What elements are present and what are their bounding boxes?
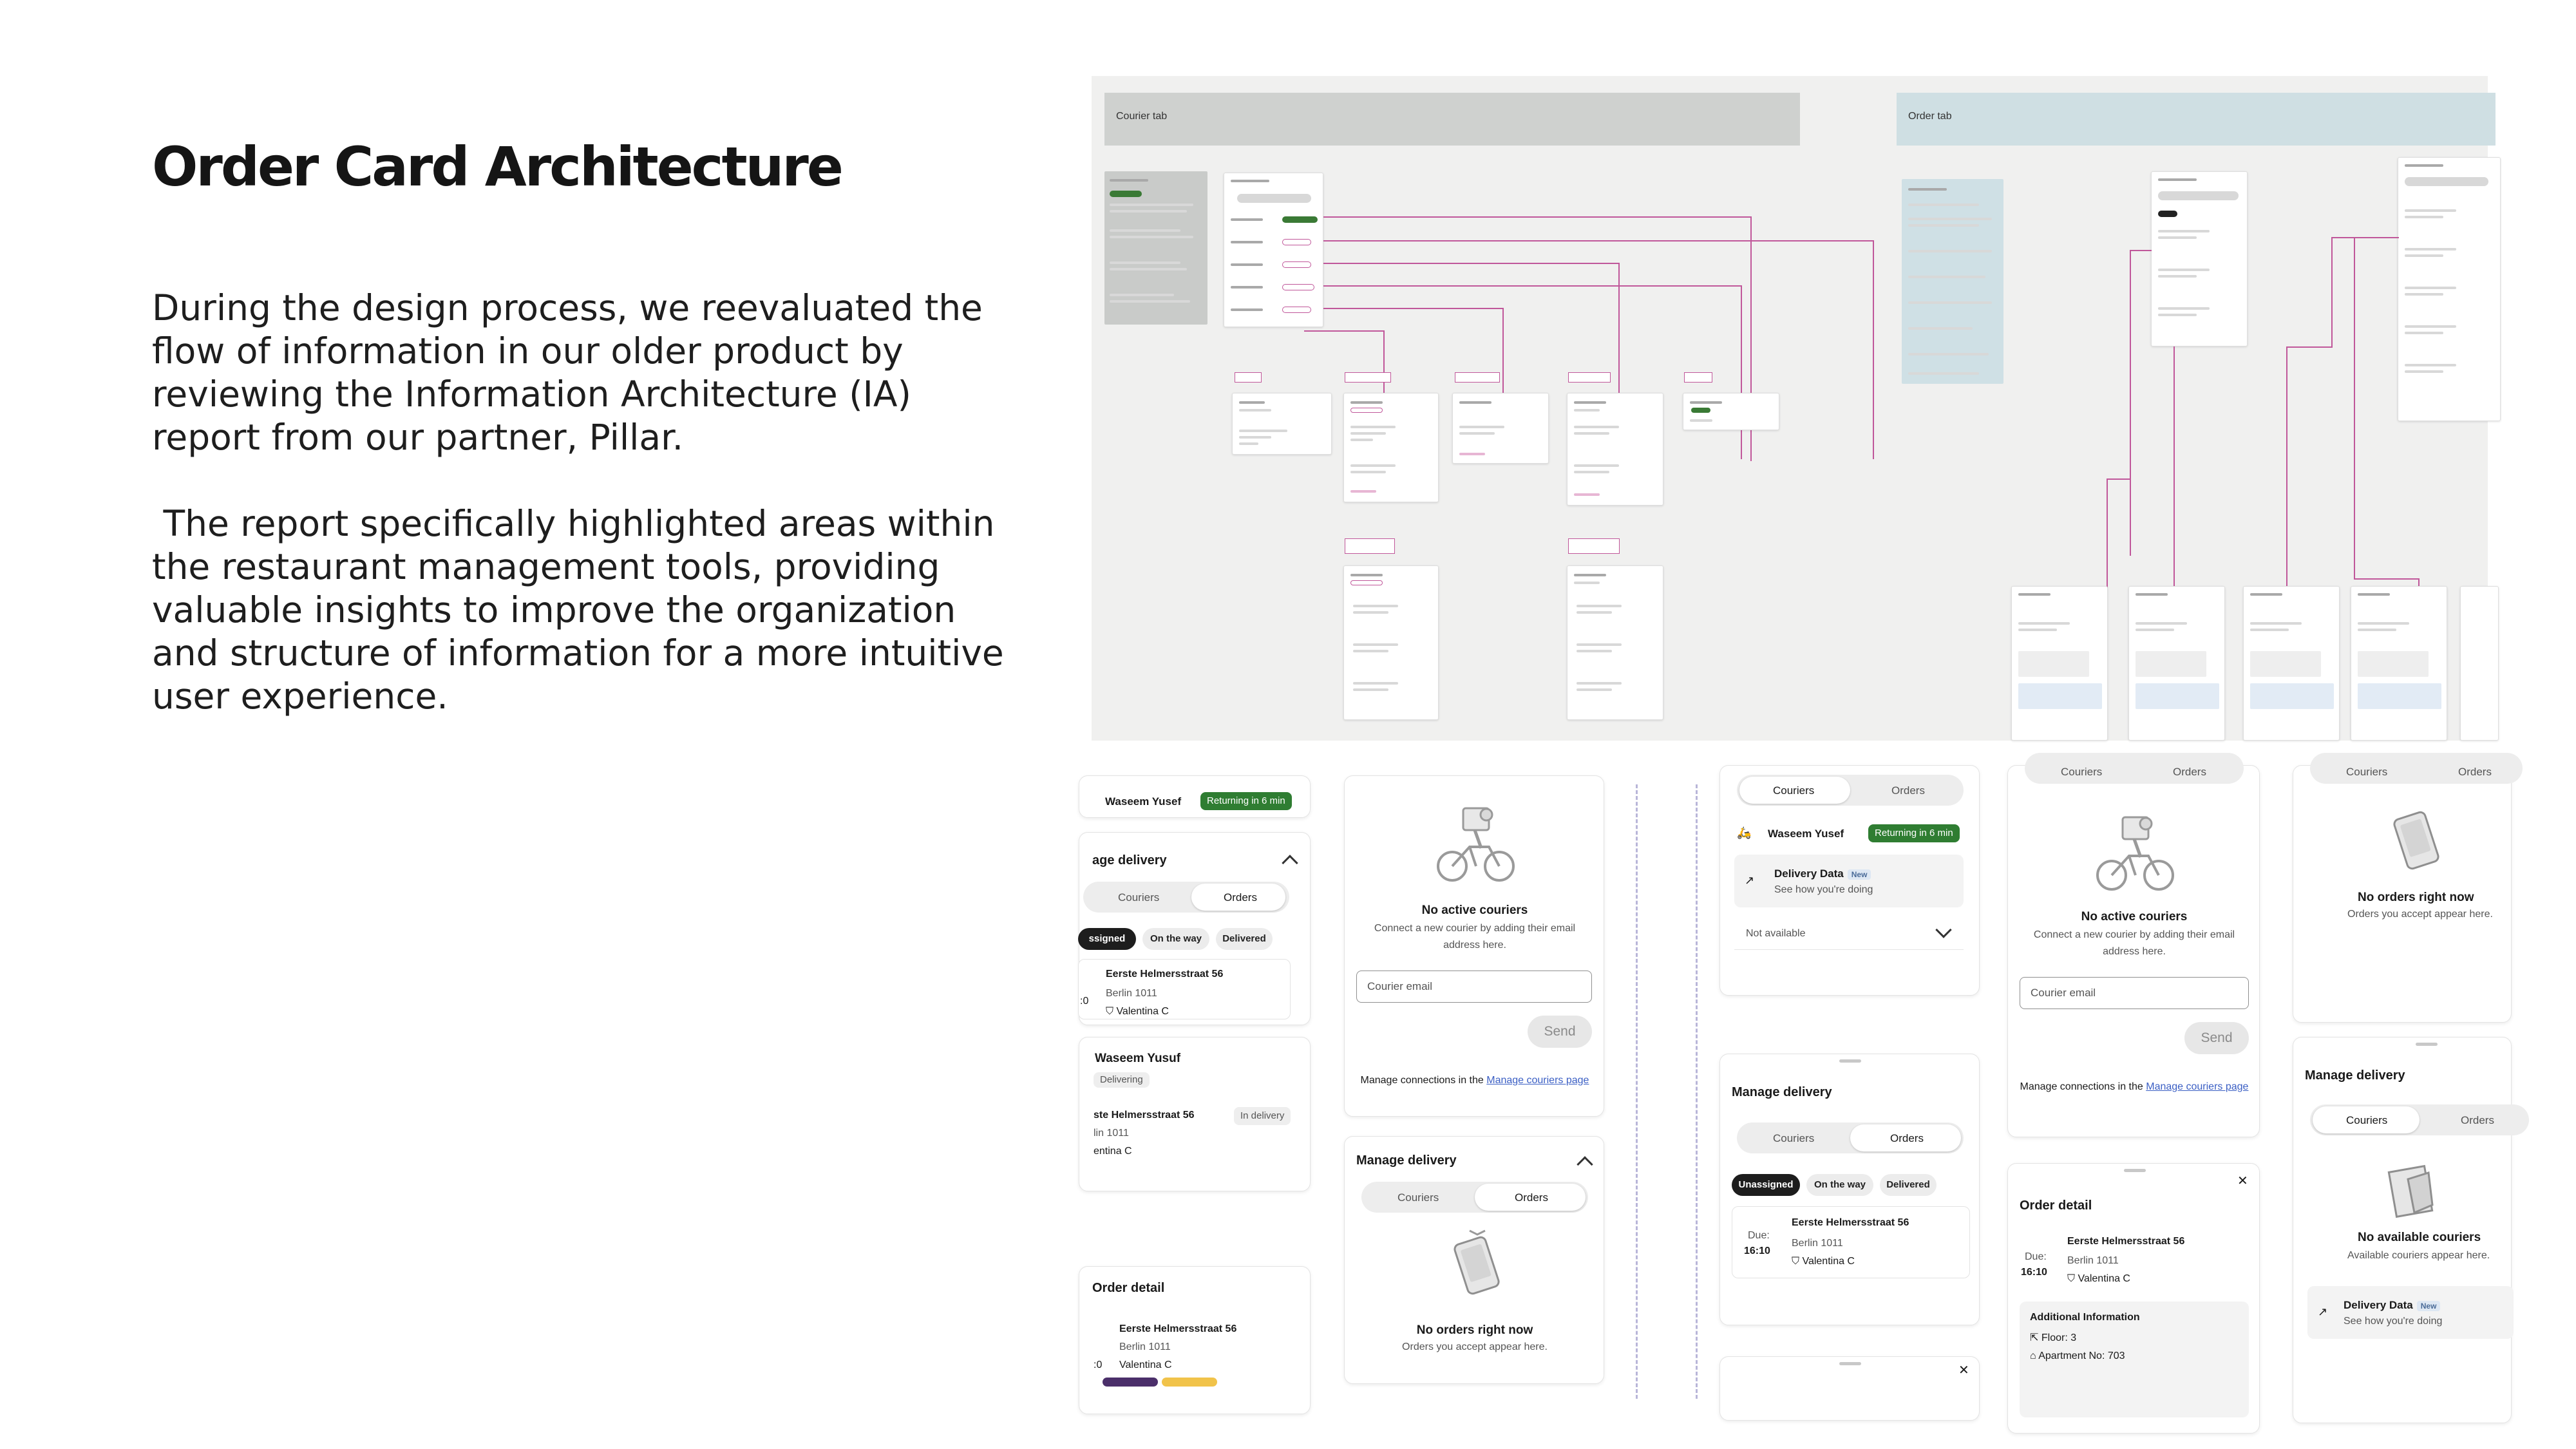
slide-body bbox=[152, 287, 1015, 761]
courier-email-input[interactable] bbox=[1356, 971, 1592, 1003]
state-tag bbox=[1568, 372, 1611, 383]
courier-card bbox=[1683, 393, 1779, 430]
courier-name-2: Waseem Yusuf bbox=[1095, 1052, 1181, 1065]
chart-icon: ↗ bbox=[2318, 1305, 2328, 1318]
empty-title: No active couriers bbox=[1421, 904, 1528, 917]
state-tag bbox=[1235, 372, 1262, 383]
screen-column-4 bbox=[2007, 766, 2265, 1399]
courier-row-panel bbox=[1079, 775, 1311, 818]
chip-delivered[interactable]: Delivered bbox=[1880, 1174, 1937, 1196]
order-customer-name: Valentina C bbox=[1802, 1256, 1855, 1267]
manage-delivery-card bbox=[2151, 171, 2248, 346]
order-address: Eerste Helmersstraat 56 bbox=[2067, 1236, 2185, 1247]
detail-customer: Valentina C bbox=[1119, 1359, 1172, 1370]
manage-delivery-panel bbox=[2293, 1037, 2512, 1423]
delivery-data-desc: See how you're doing bbox=[1774, 884, 1873, 895]
empty-desc-2: address here. bbox=[2103, 946, 2166, 957]
segment-couriers[interactable]: Couriers bbox=[2346, 766, 2388, 778]
manage-delivery-title: Manage delivery bbox=[1732, 1085, 1832, 1099]
order-detail-card bbox=[2351, 586, 2447, 741]
manage-delivery-panel bbox=[1344, 1136, 1604, 1384]
send-button[interactable]: Send bbox=[1528, 1016, 1592, 1048]
no-couriers-title: No available couriers bbox=[2358, 1231, 2481, 1244]
page-title: Order Card Architecture bbox=[152, 135, 842, 198]
courier-name: Waseem Yusef bbox=[1768, 828, 1844, 840]
annotation-note bbox=[1902, 179, 2003, 384]
detail-due-time: :0 bbox=[1094, 1359, 1103, 1370]
order-customer-2: entina C bbox=[1094, 1146, 1132, 1157]
screens-showcase bbox=[1080, 766, 2494, 1399]
segment-orders[interactable]: Orders bbox=[1891, 784, 1925, 797]
screen-column-2 bbox=[1344, 784, 1609, 1399]
connector bbox=[2286, 346, 2287, 604]
chevron-up-icon[interactable] bbox=[1577, 1156, 1593, 1172]
segment-control[interactable] bbox=[1737, 1122, 1964, 1153]
manage-text: Manage connections in the bbox=[1360, 1075, 1484, 1086]
order-detail-panel bbox=[1079, 1266, 1311, 1414]
cyclist-illustration bbox=[2089, 811, 2179, 895]
paragraph-1: During the design process, we reevaluated the flow of information in our older product by reviewing the Information Architecture (IA) report from our partner, Pillar. bbox=[152, 287, 983, 458]
manage-delivery-card bbox=[1224, 173, 1323, 327]
connector bbox=[2354, 237, 2355, 578]
order-tab-frame bbox=[1897, 93, 2496, 146]
chip-assigned[interactable]: ssigned bbox=[1078, 928, 1136, 950]
courier-card bbox=[1343, 393, 1439, 502]
not-available-label: Not available bbox=[1746, 928, 1806, 939]
email-placeholder: Courier email bbox=[1367, 980, 1433, 992]
no-orders-desc: Orders you accept appear here. bbox=[2347, 909, 2493, 920]
ia-board bbox=[1092, 76, 2488, 741]
segment-orders[interactable]: Orders bbox=[1890, 1132, 1924, 1144]
segment-control[interactable] bbox=[2025, 753, 2244, 784]
no-couriers-panel bbox=[2007, 765, 2260, 1137]
manage-couriers-link[interactable]: Manage couriers page bbox=[2146, 1081, 2249, 1092]
state-tag bbox=[1684, 372, 1712, 383]
close-icon[interactable]: ✕ bbox=[2237, 1174, 2248, 1188]
courier-card bbox=[1232, 393, 1332, 455]
phone-illustration bbox=[2381, 802, 2452, 873]
courier-card bbox=[1452, 393, 1549, 464]
courier-email-input[interactable] bbox=[2020, 977, 2249, 1009]
paragraph-2: The report specifically highlighted areas within the restaurant management tools, providing valuable insights to improve the organization and structure of information for a more intuitive user experience. bbox=[152, 503, 1016, 717]
new-tag: New bbox=[2417, 1301, 2441, 1311]
order-tab-label: Order tab bbox=[1908, 111, 1952, 122]
divider-dashed bbox=[1696, 784, 1698, 1399]
delivery-data-title-text: Delivery Data bbox=[2344, 1299, 2413, 1311]
detail-city: Berlin 1011 bbox=[1119, 1341, 1171, 1352]
manage-connections-text bbox=[1345, 1075, 1605, 1086]
manage-connections-text bbox=[2008, 1081, 2260, 1093]
divider-dashed bbox=[1636, 784, 1638, 1399]
order-card[interactable] bbox=[1732, 1206, 1970, 1278]
manage-delivery-title: Manage delivery bbox=[2305, 1068, 2405, 1083]
delivery-data-card[interactable] bbox=[2307, 1286, 2514, 1339]
due-time: 16:10 bbox=[2021, 1267, 2047, 1278]
new-tag: New bbox=[1848, 869, 1871, 880]
empty-desc-1: Connect a new courier by adding their email bbox=[1374, 923, 1576, 934]
order-customer-name: Valentina C bbox=[2078, 1273, 2130, 1284]
segment-orders[interactable]: Orders bbox=[2458, 766, 2492, 778]
manage-couriers-link[interactable]: Manage couriers page bbox=[1486, 1075, 1589, 1086]
segment-orders[interactable]: Orders bbox=[2173, 766, 2206, 778]
segment-couriers[interactable]: Couriers bbox=[1118, 891, 1160, 904]
couriers-panel bbox=[1719, 765, 1980, 996]
status-pill bbox=[1103, 1378, 1158, 1387]
courier-order-panel[interactable] bbox=[1079, 1037, 1311, 1191]
segment-control[interactable] bbox=[2310, 753, 2523, 784]
manage-delivery-card bbox=[2398, 157, 2501, 421]
order-address: Eerste Helmersstraat 56 bbox=[1792, 1217, 1909, 1228]
segment-control[interactable] bbox=[1083, 882, 1289, 913]
connector bbox=[2130, 250, 2152, 251]
courier-card bbox=[1343, 565, 1439, 720]
courier-card bbox=[1567, 565, 1663, 720]
manage-delivery-title: Manage delivery bbox=[1356, 1153, 1457, 1168]
manage-delivery-panel bbox=[1719, 1054, 1980, 1325]
order-city: Berlin 1011 bbox=[2067, 1255, 2119, 1266]
next-panel bbox=[1719, 1356, 1980, 1421]
empty-box-illustration bbox=[2377, 1153, 2448, 1224]
no-couriers-panel bbox=[1344, 775, 1604, 1117]
screen-column-3 bbox=[1719, 784, 1984, 1399]
connector bbox=[2174, 346, 2175, 614]
returning-badge: Returning in 6 min bbox=[1200, 792, 1292, 810]
segment-orders[interactable]: Orders bbox=[1515, 1191, 1548, 1204]
order-city: Berlin 1011 bbox=[1792, 1238, 1843, 1249]
connector bbox=[2354, 578, 2418, 580]
order-city: Berlin 1011 bbox=[1106, 988, 1157, 999]
courier-tab-label: Courier tab bbox=[1116, 111, 1168, 122]
manage-text: Manage connections in the bbox=[2020, 1081, 2143, 1092]
segment-couriers[interactable]: Couriers bbox=[1397, 1191, 1439, 1204]
segment-couriers[interactable]: Couriers bbox=[1773, 784, 1815, 797]
floor-info: ⇱ Floor: 3 bbox=[2030, 1332, 2077, 1343]
connector bbox=[2107, 478, 2131, 480]
delivery-data-title bbox=[1774, 867, 1871, 880]
additional-info-box bbox=[2020, 1302, 2249, 1417]
segment-orders[interactable]: Orders bbox=[2461, 1114, 2494, 1126]
annotation-note bbox=[1104, 171, 1208, 325]
drag-handle[interactable] bbox=[1839, 1059, 1861, 1063]
delivery-data-title bbox=[2344, 1299, 2440, 1312]
connector bbox=[2331, 237, 2333, 348]
order-detail-card bbox=[2011, 586, 2108, 741]
order-detail-card bbox=[2460, 586, 2499, 741]
delivery-data-card[interactable] bbox=[1734, 855, 1964, 907]
courier-name: Waseem Yusef bbox=[1105, 795, 1182, 808]
additional-info-title: Additional Information bbox=[2030, 1312, 2140, 1323]
order-customer: ⛉ Valentina C bbox=[1106, 1006, 1169, 1017]
state-tag bbox=[1345, 538, 1395, 554]
empty-title: No active couriers bbox=[2081, 910, 2188, 923]
email-placeholder: Courier email bbox=[2031, 987, 2096, 999]
apartment-text: Apartment No: 703 bbox=[2038, 1350, 2125, 1361]
order-detail-title: Order detail bbox=[2020, 1198, 2092, 1213]
drag-handle[interactable] bbox=[2124, 1169, 2146, 1172]
connector bbox=[2130, 250, 2131, 556]
order-detail-panel bbox=[2007, 1163, 2260, 1434]
order-detail-title: Order detail bbox=[1092, 1281, 1165, 1295]
manage-delivery-panel[interactable] bbox=[1079, 832, 1311, 1025]
order-address: Eerste Helmersstraat 56 bbox=[1106, 969, 1224, 980]
availability-select[interactable] bbox=[1734, 918, 1964, 950]
connector bbox=[2331, 237, 2399, 238]
segment-couriers[interactable]: Couriers bbox=[2346, 1114, 2388, 1126]
order-card[interactable] bbox=[1078, 959, 1291, 1019]
no-orders-title: No orders right now bbox=[1416, 1323, 1533, 1337]
chevron-up-icon[interactable] bbox=[1282, 855, 1298, 871]
no-orders-desc: Orders you accept appear here. bbox=[1402, 1341, 1548, 1352]
segment-control[interactable] bbox=[1361, 1182, 1588, 1213]
floor-text: Floor: 3 bbox=[2041, 1332, 2077, 1343]
segment-control[interactable] bbox=[2310, 1104, 2529, 1135]
courier-card bbox=[1567, 393, 1663, 506]
chip-on-the-way[interactable]: On the way bbox=[1806, 1174, 1873, 1196]
segment-orders[interactable]: Orders bbox=[1224, 891, 1257, 904]
state-tag bbox=[1345, 372, 1391, 383]
connector bbox=[2286, 346, 2331, 348]
drag-handle[interactable] bbox=[2416, 1043, 2438, 1046]
order-address-2: ste Helmersstraat 56 bbox=[1094, 1110, 1195, 1121]
close-icon[interactable]: ✕ bbox=[1958, 1363, 1969, 1378]
due-time: 16:10 bbox=[1744, 1245, 1770, 1256]
order-customer: ⛉ Valentina C bbox=[2067, 1273, 2130, 1284]
state-tag bbox=[1568, 538, 1620, 554]
phone-illustration bbox=[1441, 1227, 1512, 1298]
no-orders-panel bbox=[2293, 765, 2512, 1023]
chip-unassigned[interactable]: Unassigned bbox=[1732, 1174, 1800, 1196]
chevron-down-icon[interactable] bbox=[1935, 922, 1951, 938]
drag-handle[interactable] bbox=[1839, 1362, 1861, 1365]
segment-couriers[interactable]: Couriers bbox=[1773, 1132, 1815, 1144]
detail-address: Eerste Helmersstraat 56 bbox=[1119, 1323, 1237, 1334]
status-pill bbox=[1162, 1378, 1217, 1387]
empty-desc-1: Connect a new courier by adding their email bbox=[2033, 929, 2235, 940]
delivering-badge: Delivering bbox=[1094, 1072, 1150, 1088]
cyclist-illustration bbox=[1430, 802, 1520, 886]
order-customer: ⛉ Valentina C bbox=[1792, 1256, 1855, 1267]
due-label: Due: bbox=[1748, 1230, 1770, 1241]
delivery-data-title-text: Delivery Data bbox=[1774, 867, 1844, 880]
chart-icon: ↗ bbox=[1745, 874, 1755, 887]
order-due-time: :0 bbox=[1080, 996, 1089, 1007]
chip-on-the-way[interactable]: On the way bbox=[1142, 928, 1209, 950]
courier-tab-frame bbox=[1104, 93, 1800, 146]
order-city-2: lin 1011 bbox=[1094, 1128, 1129, 1139]
scooter-icon: 🛵 bbox=[1737, 826, 1752, 839]
screen-column-5 bbox=[2293, 766, 2494, 1399]
due-label: Due: bbox=[2025, 1251, 2047, 1262]
segment-control[interactable] bbox=[1737, 775, 1964, 806]
segment-couriers[interactable]: Couriers bbox=[2061, 766, 2103, 778]
delivery-data-desc: See how you're doing bbox=[2344, 1316, 2443, 1327]
no-orders-title: No orders right now bbox=[2358, 891, 2474, 904]
apartment-info: ⌂ Apartment No: 703 bbox=[2030, 1350, 2125, 1361]
empty-desc-2: address here. bbox=[1443, 940, 1506, 951]
state-tag bbox=[1455, 372, 1500, 383]
send-button[interactable]: Send bbox=[2184, 1022, 2249, 1054]
manage-delivery-title: age delivery bbox=[1092, 853, 1167, 867]
chip-delivered[interactable]: Delivered bbox=[1216, 928, 1273, 950]
in-delivery-badge: In delivery bbox=[1234, 1107, 1291, 1125]
order-detail-card bbox=[2243, 586, 2340, 741]
no-couriers-desc: Available couriers appear here. bbox=[2347, 1250, 2490, 1261]
returning-badge: Returning in 6 min bbox=[1868, 824, 1960, 842]
screen-column-1 bbox=[1080, 784, 1311, 1399]
order-detail-card bbox=[2128, 586, 2225, 741]
